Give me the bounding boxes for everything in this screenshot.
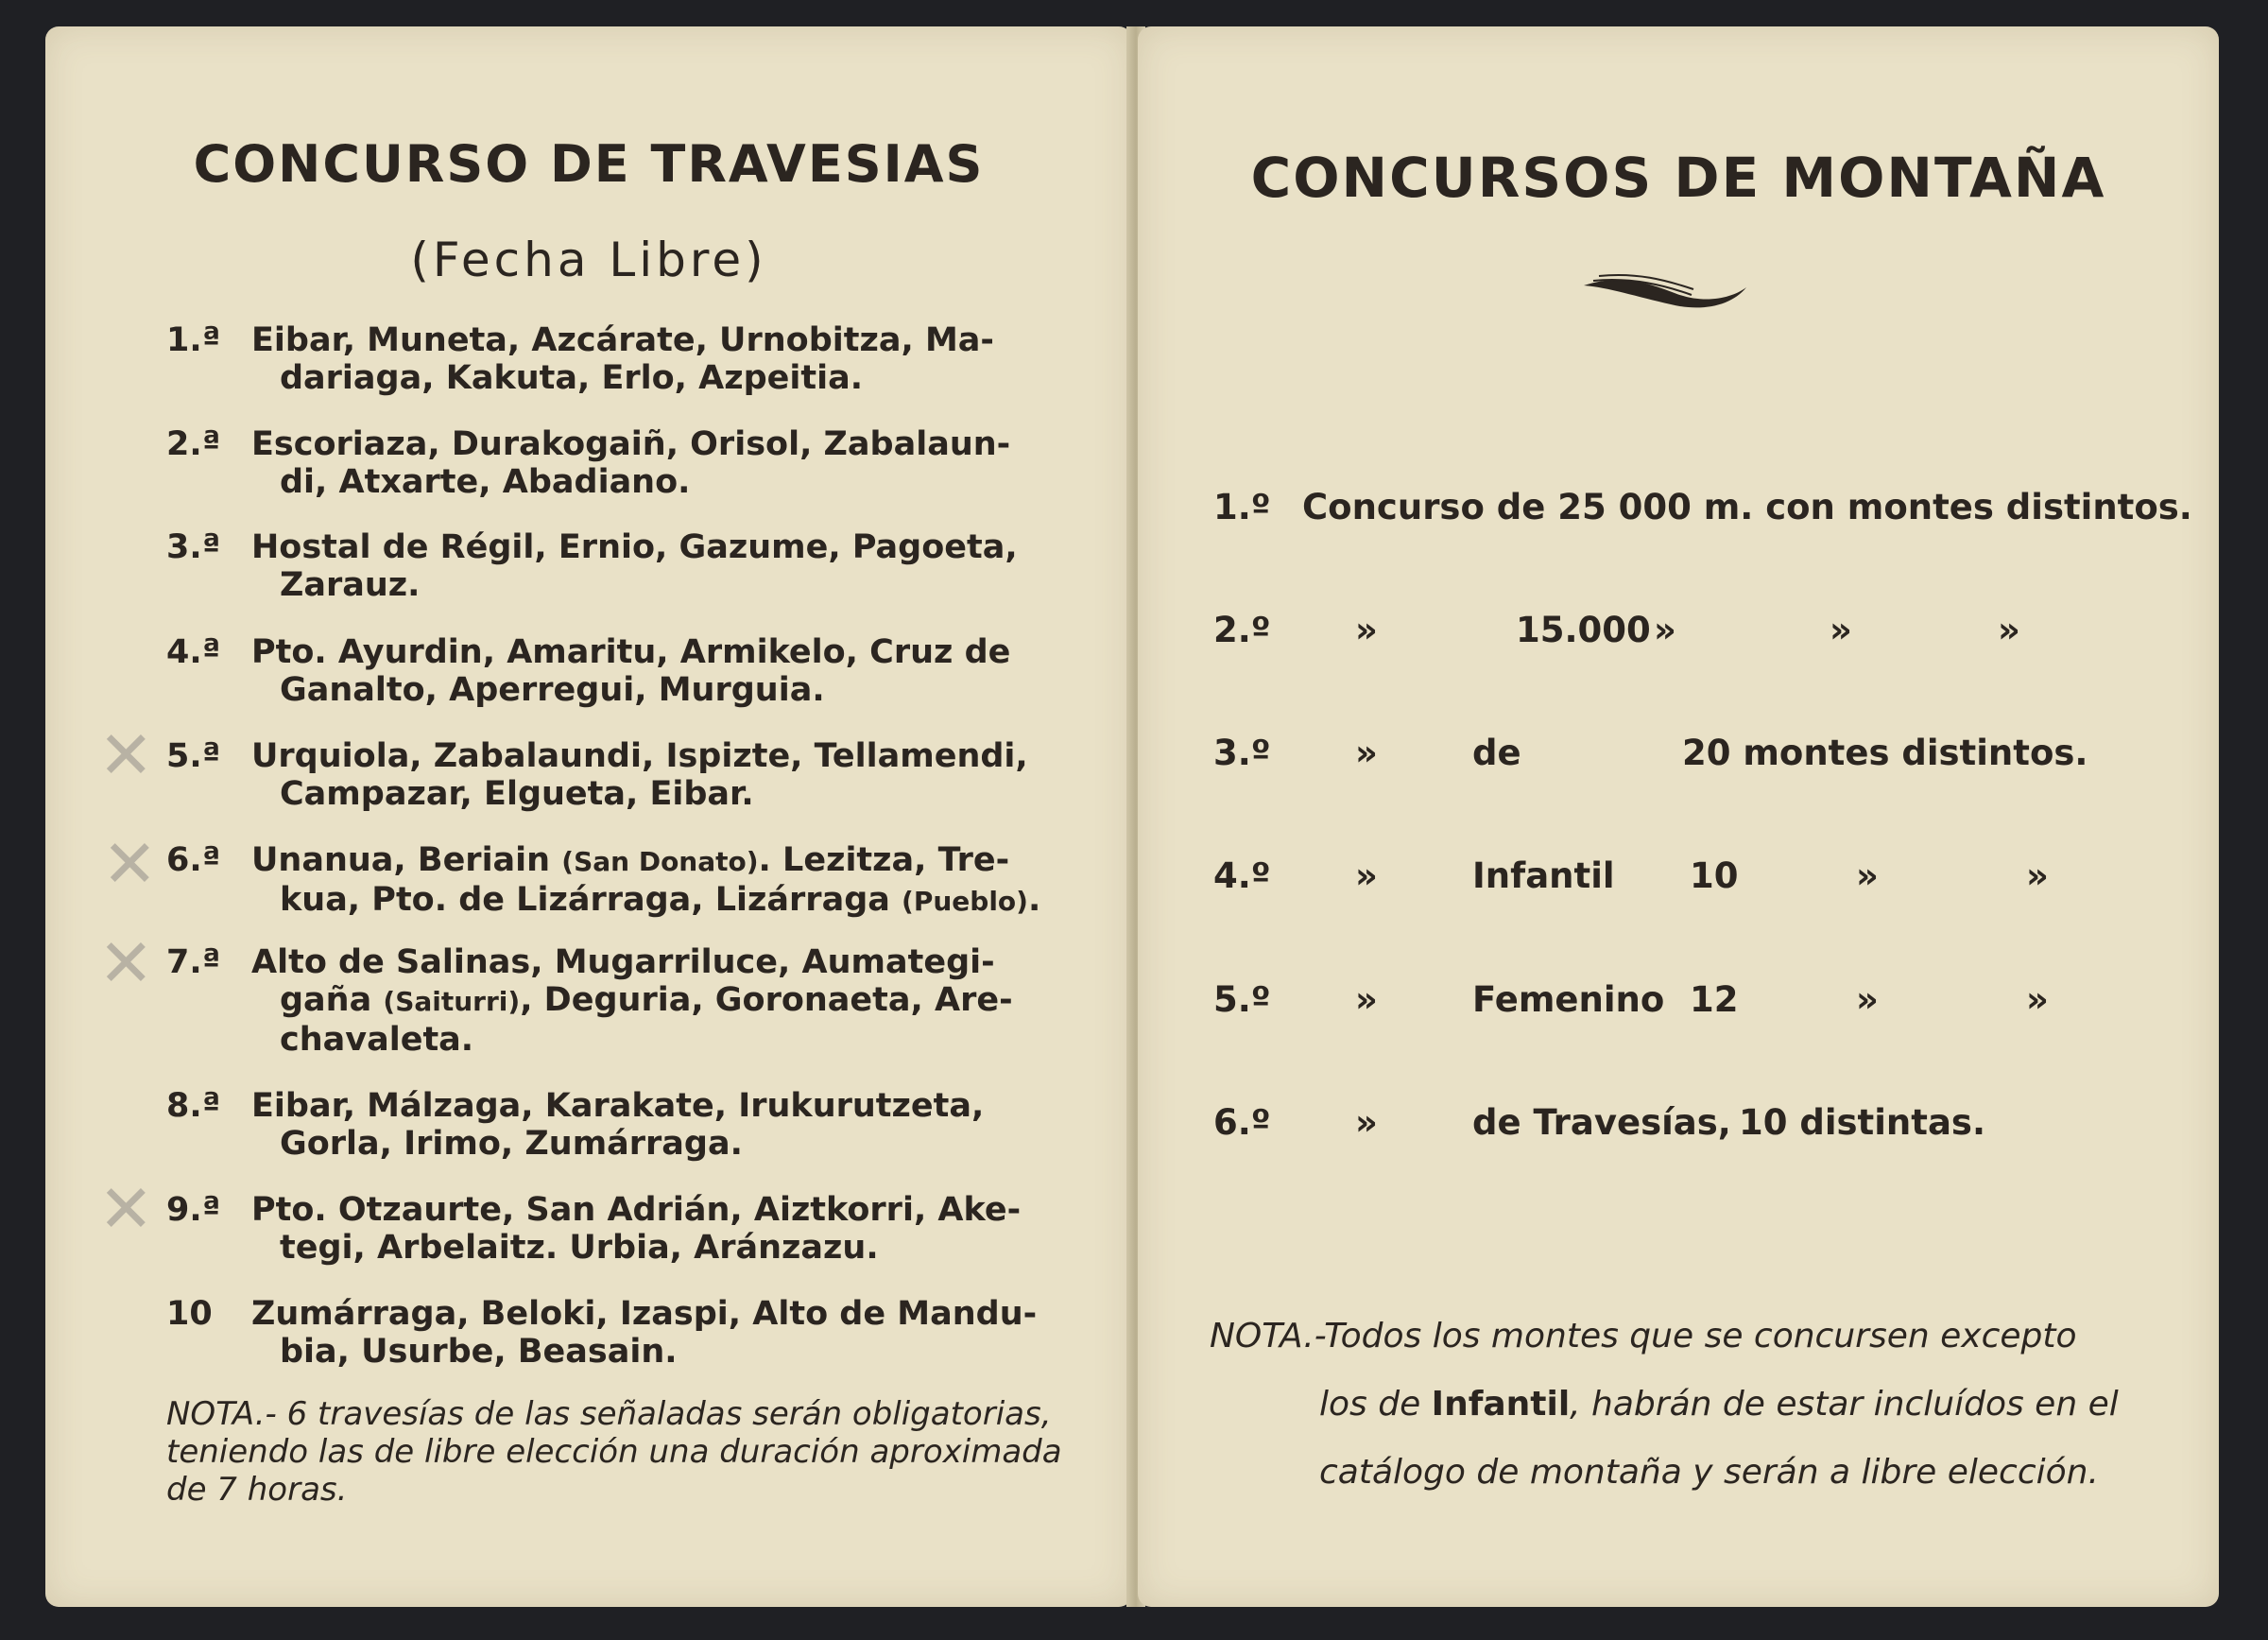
left-page-title: CONCURSO DE TRAVESIAS bbox=[193, 134, 985, 194]
ditto-mark: » bbox=[1355, 1102, 1378, 1143]
route-line: Pto. Otzaurte, San Adrián, Aiztkorri, Ake- bbox=[251, 1191, 1022, 1229]
left-page-subtitle: (Fecha Libre) bbox=[410, 233, 767, 287]
contest-distance: 15.000 bbox=[1516, 610, 1651, 650]
route-line: Campazar, Elgueta, Eibar. bbox=[280, 775, 754, 813]
route-item bbox=[166, 1295, 1074, 1371]
ditto-mark: » bbox=[2026, 855, 2049, 896]
route-line: chavaleta. bbox=[280, 1021, 474, 1059]
contest-text: de Travesías, bbox=[1472, 1102, 1731, 1143]
contest-category: Femenino bbox=[1472, 979, 1665, 1020]
route-line: Escoriaza, Durakogaiñ, Orisol, Zabalaun- bbox=[251, 425, 1011, 463]
right-page-note: NOTA.-Todos los montes que se concursen excepto los de Infantil, habrán de estar incluídos en el catálogo de montaña y serán a libre elección. bbox=[1210, 1303, 2155, 1507]
contest-row bbox=[1213, 487, 2192, 534]
contest-number: 4.º bbox=[1213, 855, 1271, 896]
contest-row bbox=[1213, 610, 2158, 657]
route-number: 9.ª bbox=[166, 1191, 221, 1229]
contest-number: 3.º bbox=[1213, 733, 1271, 773]
right-page bbox=[1138, 26, 2219, 1607]
route-line: kua, Pto. de Lizárraga, Lizárraga (Pueblo). bbox=[280, 881, 1041, 919]
route-line: Unanua, Beriain (San Donato). Lezitza, Tre- bbox=[251, 841, 1010, 879]
note-emphasis: Infantil bbox=[1431, 1385, 1571, 1424]
route-item bbox=[166, 737, 1074, 813]
contest-row bbox=[1213, 1102, 2158, 1149]
route-line: Hostal de Régil, Ernio, Gazume, Pagoeta, bbox=[251, 528, 1018, 566]
route-number: 1.ª bbox=[166, 321, 221, 359]
ditto-mark: » bbox=[1830, 610, 1852, 650]
contest-text: 20 montes distintos. bbox=[1682, 733, 2088, 773]
route-line: Zumárraga, Beloki, Izaspi, Alto de Mandu- bbox=[251, 1295, 1038, 1333]
contest-category: Infantil bbox=[1472, 855, 1615, 896]
route-line: bia, Usurbe, Beasain. bbox=[280, 1333, 678, 1371]
route-line: Alto de Salinas, Mugarriluce, Aumategi- bbox=[251, 943, 995, 981]
route-number: 4.ª bbox=[166, 633, 221, 671]
left-page bbox=[45, 26, 1132, 1607]
route-line: dariaga, Kakuta, Erlo, Azpeitia. bbox=[280, 359, 864, 397]
route-line: Eibar, Muneta, Azcárate, Urnobitza, Ma- bbox=[251, 321, 994, 359]
flourish-ornament-icon bbox=[1580, 265, 1750, 321]
route-line: Gorla, Irimo, Zumárraga. bbox=[280, 1125, 743, 1163]
ditto-mark: » bbox=[1355, 979, 1378, 1020]
ditto-mark: » bbox=[1856, 979, 1879, 1020]
note-label: NOTA.- bbox=[1210, 1317, 1325, 1355]
note-line: Todos los montes que se concursen excepto bbox=[1324, 1317, 2077, 1355]
contest-count: 12 bbox=[1690, 979, 1739, 1020]
contest-number: 6.º bbox=[1213, 1102, 1271, 1143]
left-page-note: NOTA.- 6 travesías de las señaladas serán obligatorias, teniendo las de libre elección una duración aproximada de 7 horas. bbox=[166, 1395, 1062, 1509]
route-number: 7.ª bbox=[166, 943, 221, 981]
contest-text: de bbox=[1472, 733, 1521, 773]
contest-text: Concurso de 25 000 m. con montes distintos. bbox=[1302, 487, 2192, 527]
contest-text: 10 distintas. bbox=[1739, 1102, 1986, 1143]
route-line: Eibar, Málzaga, Karakate, Irukurutzeta, bbox=[251, 1087, 985, 1125]
route-item bbox=[166, 841, 1074, 921]
route-number: 8.ª bbox=[166, 1087, 221, 1125]
pencil-cross-mark-icon: ✕ bbox=[102, 825, 158, 903]
ditto-mark: » bbox=[1998, 610, 2020, 650]
contest-count: 10 bbox=[1690, 855, 1739, 896]
route-number: 2.ª bbox=[166, 425, 221, 463]
route-item bbox=[166, 633, 1074, 709]
route-item bbox=[166, 528, 1074, 604]
pencil-cross-mark-icon: ✕ bbox=[98, 716, 154, 794]
route-line: tegi, Arbelaitz. Urbia, Aránzazu. bbox=[280, 1229, 879, 1267]
contest-row bbox=[1213, 733, 2158, 780]
ditto-mark: » bbox=[1355, 610, 1378, 650]
route-item bbox=[166, 943, 1074, 1059]
route-line: Ganalto, Aperregui, Murguia. bbox=[280, 671, 825, 709]
route-item bbox=[166, 1191, 1074, 1267]
contest-number: 1.º bbox=[1213, 487, 1271, 527]
pencil-cross-mark-icon: ✕ bbox=[98, 924, 154, 1002]
contest-row bbox=[1213, 855, 2158, 903]
route-line: Zarauz. bbox=[280, 566, 421, 604]
route-number: 5.ª bbox=[166, 737, 221, 775]
route-number: 3.ª bbox=[166, 528, 221, 566]
right-page-title: CONCURSOS DE MONTAÑA bbox=[1250, 146, 2106, 210]
ditto-mark: » bbox=[1355, 855, 1378, 896]
route-number: 10 bbox=[166, 1295, 213, 1333]
route-item bbox=[166, 321, 1074, 397]
route-line: di, Atxarte, Abadiano. bbox=[280, 463, 691, 501]
ditto-mark: » bbox=[1856, 855, 1879, 896]
contest-row bbox=[1213, 979, 2158, 1027]
contest-number: 5.º bbox=[1213, 979, 1271, 1020]
contest-number: 2.º bbox=[1213, 610, 1271, 650]
route-line: Urquiola, Zabalaundi, Ispizte, Tellamendi, bbox=[251, 737, 1028, 775]
route-number: 6.ª bbox=[166, 841, 221, 879]
ditto-mark: » bbox=[1654, 610, 1676, 650]
note-line: catálogo de montaña y serán a libre elección. bbox=[1319, 1453, 2099, 1492]
pencil-cross-mark-icon: ✕ bbox=[98, 1170, 154, 1248]
route-line: gaña (Saiturri), Deguria, Goronaeta, Are- bbox=[280, 981, 1013, 1019]
route-line: Pto. Ayurdin, Amaritu, Armikelo, Cruz de bbox=[251, 633, 1011, 671]
ditto-mark: » bbox=[1355, 733, 1378, 773]
route-item bbox=[166, 1087, 1074, 1163]
ditto-mark: » bbox=[2026, 979, 2049, 1020]
route-item bbox=[166, 425, 1074, 501]
